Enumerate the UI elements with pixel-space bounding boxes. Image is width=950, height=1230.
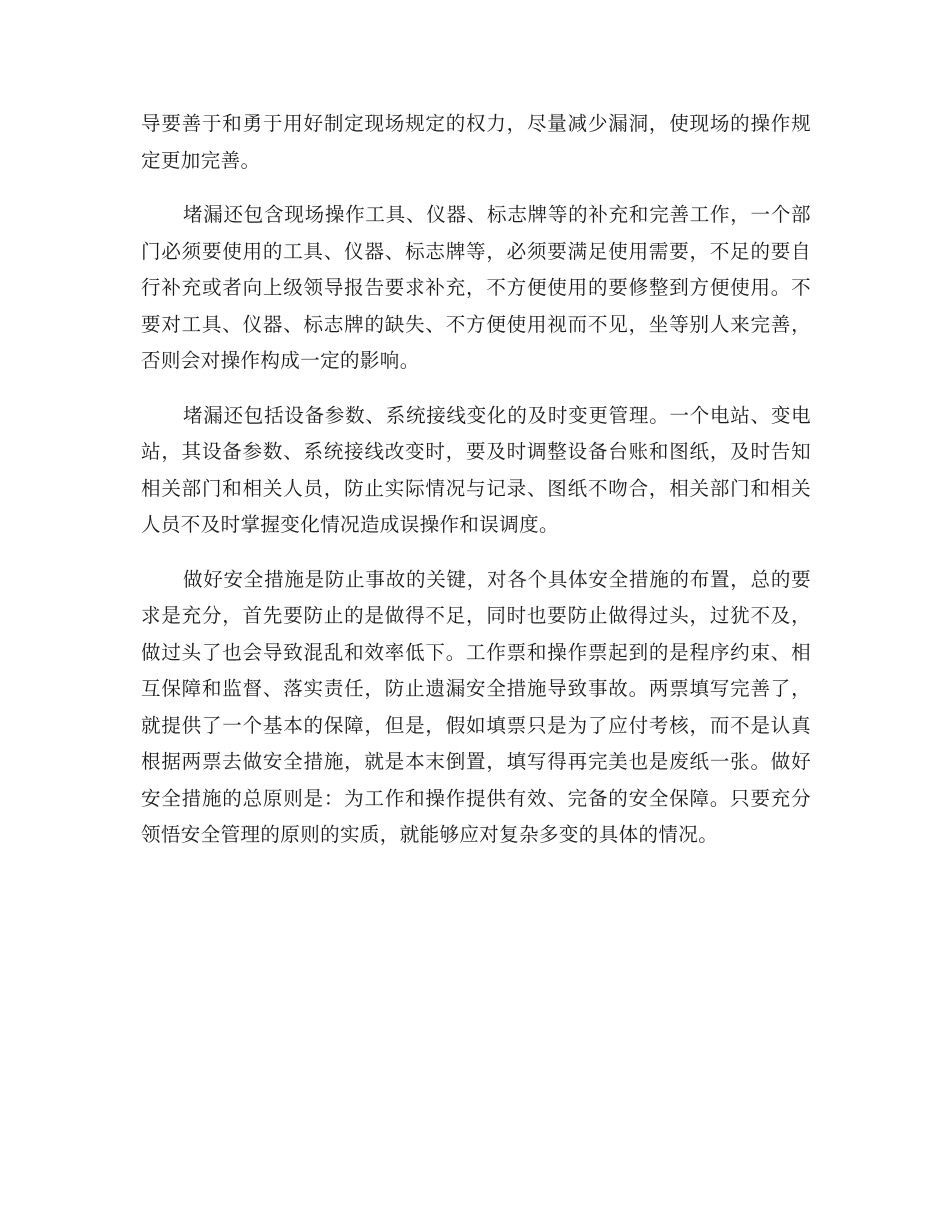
paragraph-2: 堵漏还包含现场操作工具、仪器、标志牌等的补充和完善工作，一个部门必须要使用的工具、仪器、标志牌等，必须要满足使用需要，不足的要自行补充或者向上级领导报告要求补充，不方便使用的要修整到方便使用。不要对工具、仪器、标志牌的缺失、不方便使用视而不见，坐等别人来完善，否则会对操作构成一定的影响。 — [141, 203, 811, 372]
document-body — [141, 106, 811, 872]
paragraph-3: 堵漏还包括设备参数、系统接线变化的及时变更管理。一个电站、变电站，其设备参数、系统接线改变时，要及时调整设备台账和图纸，及时告知相关部门和相关人员，防止实际情况与记录、图纸不吻合，相关部门和相关人员不及时掌握变化情况造成误操作和误调度。 — [141, 403, 811, 536]
paragraph-4: 做好安全措施是防止事故的关键，对各个具体安全措施的布置，总的要求是充分，首先要防止的是做得不足，同时也要防止做得过头，过犹不及，做过头了也会导致混乱和效率低下。工作票和操作票起到的是程序约束、相互保障和监督、落实责任，防止遗漏安全措施导致事故。两票填写完善了，就提供了一个基本的保障，但是，假如填票只是为了应付考核，而不是认真根据两票去做安全措施，就是本末倒置，填写得再完美也是废纸一张。做好安全措施的总原则是：为工作和操作提供有效、完备的安全保障。只要充分领悟安全管理的原则的实质，就能够应对复杂多变的具体的情况。 — [141, 567, 811, 846]
paragraph-1: 导要善于和勇于用好制定现场规定的权力，尽量减少漏洞，使现场的操作规定更加完善。 — [141, 112, 811, 172]
